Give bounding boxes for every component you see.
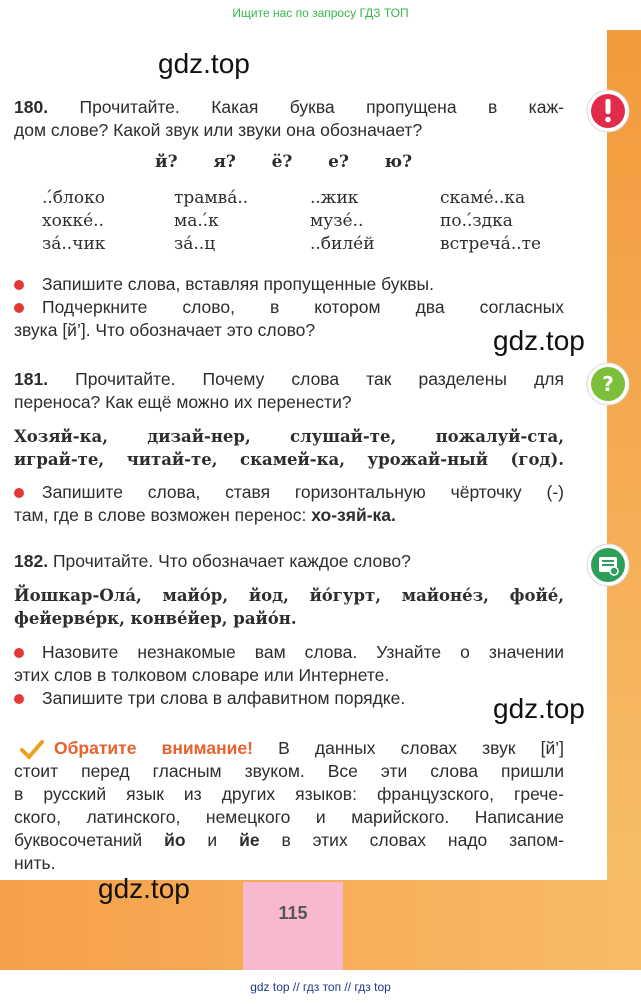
top-banner[interactable]: Ищите нас по запросу ГДЗ ТОП xyxy=(232,6,409,20)
footer-links[interactable]: gdz top // гдз топ // гдз top xyxy=(250,980,391,994)
ex182-words: фейерве́рк, конве́йер, райо́н. xyxy=(14,609,297,628)
bullet-icon xyxy=(14,280,24,290)
ex180-task: звука [й’]. Что обозначает это слово? xyxy=(14,320,316,340)
attention-text: В данных словах звук [й’] xyxy=(278,738,564,758)
ex182-task: Назовите незнакомые вам слова. Узнайте о значении xyxy=(42,642,564,662)
word: ..́блоко xyxy=(42,188,105,208)
ex180-task: Подчеркните слово, в котором два согласных xyxy=(42,297,564,317)
ex182-task: этих слов в толковом словаре или Интернете. xyxy=(14,665,390,685)
svg-text:?: ? xyxy=(602,372,614,396)
ex180-line1 xyxy=(14,96,564,119)
ex182-line1 xyxy=(14,550,564,573)
attention-line1 xyxy=(54,737,564,760)
attention-text: буквосочетаний xyxy=(14,830,143,850)
word: ..жик xyxy=(310,188,359,208)
attention-text: и xyxy=(207,830,218,850)
exclamation-icon xyxy=(586,89,630,133)
ex180-text: Прочитайте. Какая буква пропущена в каж- xyxy=(79,97,564,117)
word: за́..чик xyxy=(42,234,106,254)
word: за́..ц xyxy=(174,234,216,254)
word: трамва́.. xyxy=(174,188,249,208)
ex181-text: Прочитайте. Почему слова так разделены для xyxy=(75,369,564,389)
ex181-task: Запишите слова, ставя горизонтальную чёрточку (-) xyxy=(42,482,564,502)
ex181-words: играй-те, читай-те, скамей-ка, урожай-ный (год). xyxy=(14,450,564,469)
question-icon xyxy=(586,362,630,406)
ex181-words: Хозяй-ка, дизай-нер, слушай-те, пожалуй-ста, xyxy=(14,427,564,446)
attention-bold: йо xyxy=(164,830,186,850)
page-number: 115 xyxy=(278,903,308,923)
attention-title: Обратите внимание! xyxy=(54,738,253,758)
word: музе́.. xyxy=(310,211,364,231)
word: ..биле́й xyxy=(310,234,375,254)
ex182-words: Йошкар-Ола́, майо́р, йод, йо́гурт, майоне́з, фойе́, xyxy=(14,586,564,605)
watermark: gdz.top xyxy=(158,48,250,79)
bullet-icon xyxy=(14,488,24,498)
ex181-number: 181. xyxy=(14,369,49,389)
side-stripe xyxy=(607,30,641,970)
ex181-task-line2 xyxy=(14,504,564,527)
ex180-line2: дом слове? Какой звук или звуки она обозначает? xyxy=(14,120,423,140)
word: ма..́к xyxy=(174,211,219,231)
attention-text: в этих словах надо запом- xyxy=(281,830,564,850)
page-number-tab xyxy=(243,882,343,970)
ex182-number: 182. xyxy=(14,551,49,571)
bullet-icon xyxy=(14,694,24,704)
watermark: gdz.top xyxy=(493,693,585,724)
bullet-icon xyxy=(14,303,24,313)
word: по..́здка xyxy=(440,211,513,231)
ex181-line1 xyxy=(14,368,564,391)
watermark: gdz.top xyxy=(98,873,190,904)
word: хокке́.. xyxy=(42,211,104,231)
check-tick-icon xyxy=(20,740,44,760)
attention-line: ского, латинского, немецкого и марийского. Написание xyxy=(14,807,564,827)
attention-bold: йе xyxy=(239,830,260,850)
attention-line: нить. xyxy=(14,853,56,873)
bullet-icon xyxy=(14,648,24,658)
attention-line: стоит перед гласным звуком. Все эти слова пришли xyxy=(14,761,564,781)
ex180-letters: й? я? ё? е? ю? xyxy=(155,152,413,172)
ex181-line2: переноса? Как ещё можно их перенести? xyxy=(14,392,352,412)
watermark: gdz.top xyxy=(493,325,585,356)
word: скаме́..ка xyxy=(440,188,526,208)
word: встреча́..те xyxy=(440,234,542,254)
book-tablet-icon xyxy=(586,543,630,587)
ex180-number: 180. xyxy=(14,97,49,117)
ex181-task-text: там, где в слове возможен перенос: xyxy=(14,505,307,525)
attention-line: в русский язык из других языков: французского, грече- xyxy=(14,784,564,804)
ex181-example: хо-зяй-ка. xyxy=(311,505,396,525)
ex182-text: Прочитайте. Что обозначает каждое слово? xyxy=(52,551,411,571)
ex180-task: Запишите слова, вставляя пропущенные буквы. xyxy=(42,274,434,294)
ex182-task: Запишите три слова в алфавитном порядке. xyxy=(42,688,406,708)
attention-line xyxy=(14,829,564,852)
